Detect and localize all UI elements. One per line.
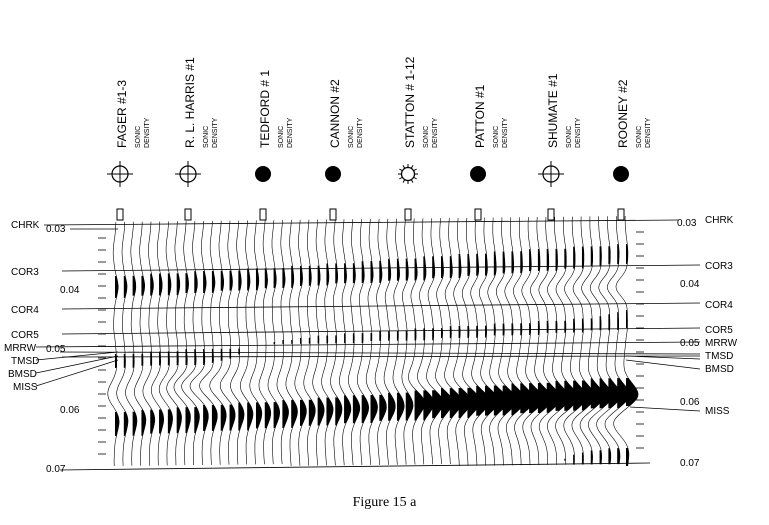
well-log-types: SONIC DENSITY — [203, 117, 219, 148]
trace-fill — [362, 261, 365, 283]
trace-fill — [397, 331, 398, 341]
trace — [436, 218, 453, 464]
trace-fill — [608, 314, 610, 330]
trace-fill — [626, 378, 638, 406]
well-marker — [618, 209, 624, 220]
time-label-left: 0.06 — [60, 405, 80, 416]
trace-fill — [388, 393, 395, 421]
trace-fill — [141, 276, 144, 296]
trace-fill — [494, 252, 496, 276]
trace-fill — [265, 402, 271, 428]
trace-fill — [230, 349, 231, 359]
trace-fill — [282, 340, 283, 344]
well-marker — [330, 209, 336, 220]
well-symbol-filled-circle-icon — [470, 166, 486, 182]
horizon-line — [62, 356, 700, 357]
trace-fill — [406, 393, 413, 421]
trace-fill — [573, 319, 575, 333]
time-label-right: 0.05 — [680, 338, 700, 349]
trace-fill — [476, 254, 478, 276]
trace-fill — [600, 316, 602, 330]
trace-fill — [520, 323, 522, 335]
horizon-label-left: MISS — [13, 382, 38, 393]
figure-caption: Figure 15 a — [352, 495, 417, 510]
trace-fill — [177, 407, 182, 433]
trace-fill — [335, 397, 342, 425]
trace — [250, 220, 262, 464]
trace-fill — [344, 333, 345, 343]
trace — [231, 221, 245, 465]
trace-fill — [300, 338, 301, 344]
trace-fill — [221, 349, 222, 361]
well-symbol-open-circle-icon — [175, 161, 201, 187]
well-log-types: SONIC DENSITY — [493, 117, 509, 148]
trace-fill — [529, 249, 531, 271]
trace-fill — [450, 326, 452, 338]
well-log-types: SONIC DENSITY — [423, 117, 439, 148]
well-symbol-sun-icon — [398, 164, 418, 184]
well-marker — [475, 209, 481, 220]
trace-fill — [547, 321, 549, 333]
horizon-label-left: COR4 — [11, 305, 39, 316]
well-7 — [538, 73, 582, 220]
trace-fill — [150, 274, 153, 296]
trace-fill — [203, 271, 206, 293]
trace-fill — [423, 256, 426, 280]
horizon-label-right: TMSD — [705, 351, 734, 362]
time-label-right: 0.06 — [680, 397, 700, 408]
well-log-types: SONIC DENSITY — [278, 117, 294, 148]
well-headers — [107, 56, 652, 220]
trace — [240, 220, 253, 464]
trace — [418, 218, 434, 464]
trace-fill — [212, 405, 217, 431]
well-marker — [117, 209, 123, 220]
trace-fill — [362, 333, 363, 343]
horizon-label-left: CHRK — [11, 220, 40, 231]
well-name: R. L. HARRIS #1 — [183, 57, 197, 148]
well-name: ROONEY #2 — [616, 79, 630, 148]
trace-fill — [274, 342, 275, 344]
horizon-label-right: BMSD — [705, 364, 734, 375]
trace-fill — [582, 247, 584, 269]
trace-fill — [168, 273, 171, 295]
horizon-label-left: COR5 — [11, 330, 39, 341]
trace-fill — [150, 352, 152, 366]
trace-fill — [423, 328, 425, 340]
trace-fill — [203, 405, 208, 431]
well-symbol-filled-circle-icon — [613, 166, 629, 182]
trace-fill — [397, 393, 404, 421]
well-log-types: SONIC DENSITY — [636, 117, 652, 148]
time-label-left: 0.05 — [46, 344, 66, 355]
well-symbol-open-circle-icon — [107, 161, 133, 187]
trace-fill — [608, 246, 610, 264]
well-2 — [175, 57, 219, 220]
trace-fill — [529, 323, 531, 335]
trace-fill — [388, 259, 391, 281]
trace-fill — [626, 310, 628, 328]
trace-fill — [591, 318, 593, 330]
horizon-label-right: COR5 — [705, 325, 733, 336]
trace-fill — [115, 412, 119, 436]
time-label-left: 0.04 — [60, 285, 80, 296]
trace-fill — [582, 453, 584, 465]
trace-fill — [511, 323, 513, 335]
trace-fill — [485, 254, 487, 276]
well-name: CANNON #2 — [328, 79, 342, 148]
time-label-right: 0.04 — [680, 279, 700, 290]
trace-fill — [300, 400, 306, 426]
horizon-label-left: BMSD — [8, 369, 37, 380]
horizon-label-right: CHRK — [705, 215, 734, 226]
well-5 — [398, 56, 439, 220]
trace-fill — [318, 336, 319, 344]
well-symbol-filled-circle-icon — [255, 166, 271, 182]
trace-fill — [564, 321, 566, 333]
trace-fill — [511, 251, 513, 273]
horizon-leader — [626, 360, 700, 369]
trace-fill — [617, 312, 619, 330]
trace-fill — [326, 336, 327, 344]
horizon-label-right: MISS — [705, 406, 730, 417]
trace-fill — [309, 338, 310, 344]
well-log-types: SONIC DENSITY — [135, 117, 151, 148]
trace — [427, 218, 444, 464]
trace-fill — [353, 395, 360, 423]
well-1 — [107, 80, 151, 220]
trace — [393, 219, 404, 465]
trace-fill — [467, 326, 469, 338]
trace-fill — [467, 254, 469, 276]
trace-fill — [150, 410, 155, 434]
trace-fill — [159, 273, 162, 295]
well-name: PATTON #1 — [473, 84, 487, 148]
trace-fill — [318, 398, 325, 426]
trace-fill — [564, 459, 565, 461]
well-name: SHUMATE #1 — [546, 73, 560, 148]
time-label-right: 0.07 — [680, 458, 700, 469]
trace-fill — [538, 321, 540, 335]
trace-fill — [379, 395, 386, 421]
trace — [357, 219, 368, 465]
time-label-right: 0.03 — [677, 218, 697, 229]
trace — [366, 219, 377, 465]
trace-fill — [221, 405, 226, 431]
trace-fill — [141, 354, 143, 366]
trace-fill — [159, 409, 164, 433]
horizon-label-left: MRRW — [4, 343, 37, 354]
trace-fill — [177, 273, 180, 295]
trace-fill — [406, 259, 409, 281]
trace — [384, 219, 395, 465]
trace-fill — [335, 335, 336, 343]
trace-fill — [388, 331, 389, 341]
well-name: FAGER #1-3 — [115, 79, 129, 148]
trace-fill — [335, 263, 337, 283]
trace-fill — [432, 328, 434, 340]
horizon-label-right: COR4 — [705, 300, 733, 311]
horizon-line — [62, 303, 700, 309]
well-log-types: SONIC DENSITY — [348, 117, 364, 148]
trace-fill — [238, 349, 239, 355]
trace-fill — [459, 326, 461, 338]
trace-fill — [353, 333, 354, 343]
time-label-left: 0.03 — [46, 224, 66, 235]
trace-fill — [556, 321, 558, 333]
trace-fill — [476, 326, 478, 338]
well-8 — [613, 79, 652, 220]
horizon-label-right: COR3 — [705, 261, 733, 272]
well-6 — [470, 84, 509, 220]
trace-fill — [379, 331, 380, 341]
trace — [402, 219, 413, 465]
trace-fill — [397, 259, 400, 281]
well-marker — [548, 209, 554, 220]
trace-fill — [141, 410, 145, 436]
horizon-line — [36, 342, 700, 347]
trace-fill — [441, 328, 443, 338]
well-marker — [185, 209, 191, 220]
trace-fill — [344, 263, 347, 283]
trace-fill — [309, 400, 315, 426]
trace-fill — [459, 254, 462, 278]
trace-fill — [115, 276, 118, 298]
horizon-line — [60, 463, 650, 470]
trace-fill — [256, 268, 259, 290]
horizon-label-left: TMSD — [11, 356, 40, 367]
time-label-left: 0.07 — [46, 464, 66, 475]
well-name: TEDFORD # 1 — [258, 69, 272, 148]
horizon-label-left: COR3 — [11, 267, 39, 278]
trace-fill — [344, 395, 351, 423]
trace — [375, 219, 386, 465]
trace-fill — [406, 331, 408, 341]
well-4 — [325, 79, 364, 220]
trace-fill — [256, 402, 262, 428]
well-3 — [255, 70, 294, 220]
horizon-label-right: MRRW — [705, 338, 738, 349]
trace-fill — [503, 251, 505, 273]
trace-fill — [573, 455, 574, 465]
well-log-types: SONIC DENSITY — [566, 117, 582, 148]
trace-fill — [582, 319, 584, 333]
trace-fill — [600, 450, 602, 464]
well-name: STATTON # 1-12 — [403, 56, 417, 148]
trace-fill — [485, 326, 487, 338]
trace-fill — [415, 390, 425, 420]
trace-fill — [212, 271, 215, 293]
trace-fill — [124, 276, 127, 298]
trace-fill — [371, 333, 372, 341]
synthetic-traces — [108, 216, 638, 466]
well-marker — [405, 209, 411, 220]
trace-fill — [291, 340, 292, 344]
well-symbol-filled-circle-icon — [325, 166, 341, 182]
well-marker — [260, 209, 266, 220]
well-symbol-open-circle-icon — [538, 161, 564, 187]
trace-fill — [600, 246, 602, 266]
